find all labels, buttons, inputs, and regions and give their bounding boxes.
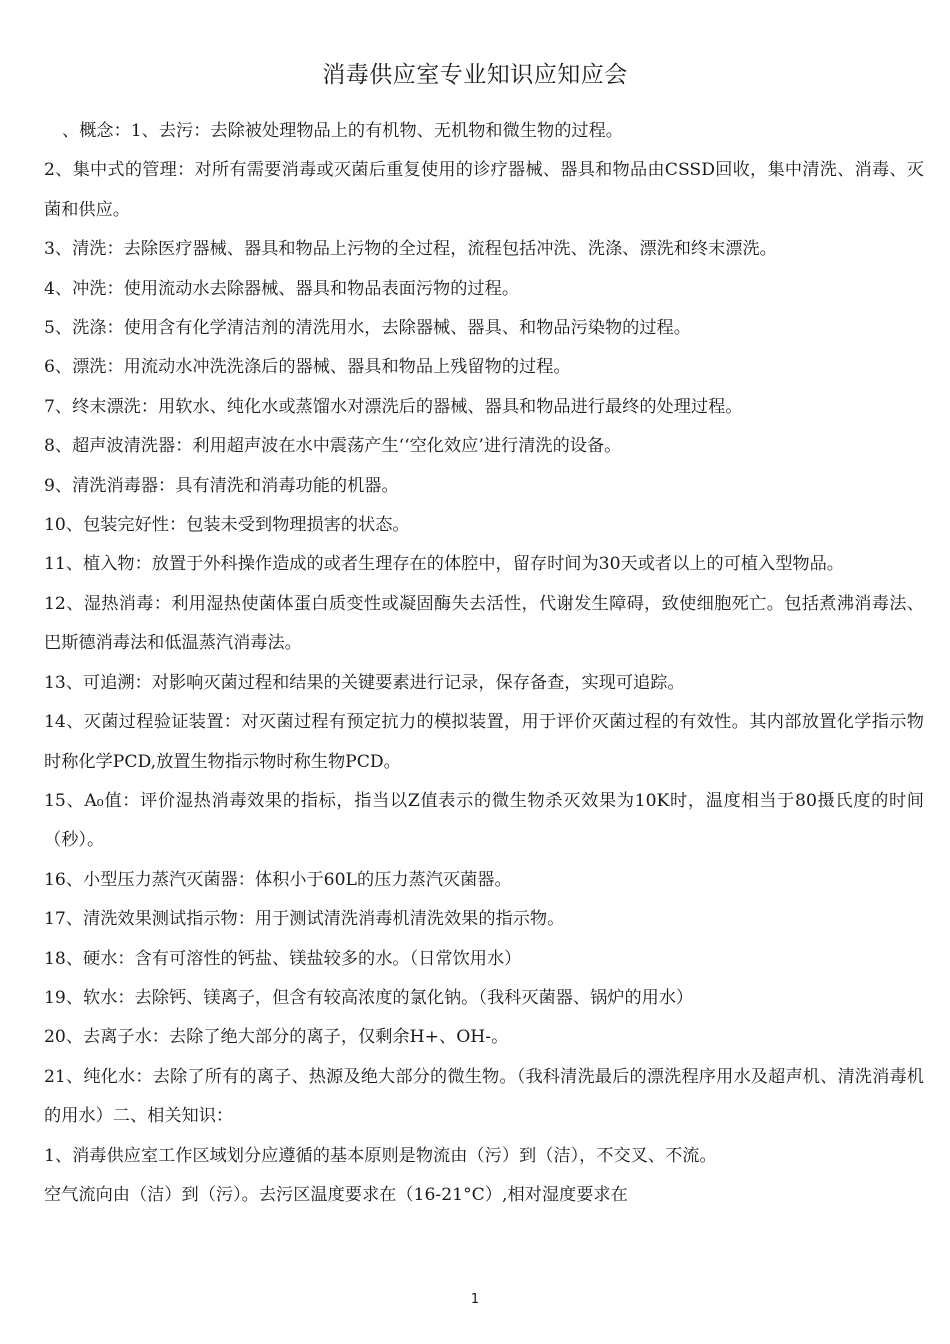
paragraph-19: 19、软水：去除钙、镁离子，但含有较高浓度的氯化钠。（我科灭菌器、锅炉的用水） [44, 987, 694, 1008]
document-body [44, 112, 924, 1215]
paragraph-12: 12、湿热消毒：利用湿热使菌体蛋白质变性或凝固酶失去活性，代谢发生障碍，致使细胞死亡。包括煮沸消毒法、巴斯德消毒法和低温蒸汽消毒法。 [44, 593, 924, 654]
document-title: 消毒供应室专业知识应知应会 [322, 62, 628, 88]
paragraph-10: 10、包装完好性：包装未受到物理损害的状态。 [44, 515, 410, 536]
paragraph-8: 8、超声波清洗器：利用超声波在水中震荡产生‘‘空化效应’进行清洗的设备。 [44, 436, 622, 457]
paragraph-4: 4、冲洗：使用流动水去除器械、器具和物品表面污物的过程。 [44, 278, 520, 299]
paragraph-14: 14、灭菌过程验证装置：对灭菌过程有预定抗力的模拟装置，用于评价灭菌过程的有效性。其内部放置化学指示物时称化学PCD,放置生物指示物时称生物PCD。 [44, 712, 924, 772]
paragraph-3: 3、清洗：去除医疗器械、器具和物品上污物的全过程，流程包括冲洗、洗涤、漂洗和终末漂洗。 [44, 239, 777, 260]
paragraph-7: 7、终末漂洗：用软水、纯化水或蒸馏水对漂洗后的器械、器具和物品进行最终的处理过程。 [44, 396, 743, 417]
paragraph-concept-intro: 、概念：1、去污：去除被处理物品上的有机物、无机物和微生物的过程。 [62, 121, 623, 141]
paragraph-5: 5、洗涤：使用含有化学清洁剂的清洗用水，去除器械、器具、和物品污染物的过程。 [44, 318, 691, 339]
paragraph-2: 2、集中式的管理：对所有需要消毒或灭菌后重复使用的诊疗器械、器具和物品由CSSD回收，集中清洗、消毒、灭菌和供应。 [44, 160, 924, 220]
paragraph-21: 21、纯化水：去除了所有的离子、热源及绝大部分的微生物。（我科清洗最后的漂洗程序用水及超声机、清洗消毒机的用水）二、相关知识： [44, 1066, 924, 1127]
paragraph-18: 18、硬水：含有可溶性的钙盐、镁盐较多的水。（日常饮用水） [44, 948, 522, 969]
paragraph-airflow: 空气流向由（洁）到（污）。去污区温度要求在（16-21°C）,相对湿度要求在 [44, 1184, 628, 1205]
paragraph-6: 6、漂洗：用流动水冲洗洗涤后的器械、器具和物品上残留物的过程。 [44, 357, 571, 378]
paragraph-17: 17、清洗效果测试指示物：用于测试清洗消毒机清洗效果的指示物。 [44, 909, 565, 930]
paragraph-9: 9、清洗消毒器：具有清洗和消毒功能的机器。 [44, 475, 399, 496]
page-number: 1 [470, 1292, 480, 1307]
paragraph-20: 20、去离子水：去除了绝大部分的离子，仅剩余H+、OH-。 [44, 1027, 509, 1048]
paragraph-knowledge-1: 1、消毒供应室工作区域划分应遵循的基本原则是物流由（污）到（洁），不交叉、不流。 [44, 1145, 717, 1166]
paragraph-16: 16、小型压力蒸汽灭菌器：体积小于60L的压力蒸汽灭菌器。 [44, 869, 512, 890]
paragraph-11: 11、植入物：放置于外科操作造成的或者生理存在的体腔中，留存时间为30天或者以上的可植入型物品。 [44, 554, 844, 575]
paragraph-13: 13、可追溯：对影响灭菌过程和结果的关键要素进行记录，保存备查，实现可追踪。 [44, 672, 685, 693]
paragraph-15: 15、A₀值：评价湿热消毒效果的指标，指当以Z值表示的微生物杀灭效果为10K时，温度相当于80摄氏度的时间（秒）。 [44, 790, 924, 851]
